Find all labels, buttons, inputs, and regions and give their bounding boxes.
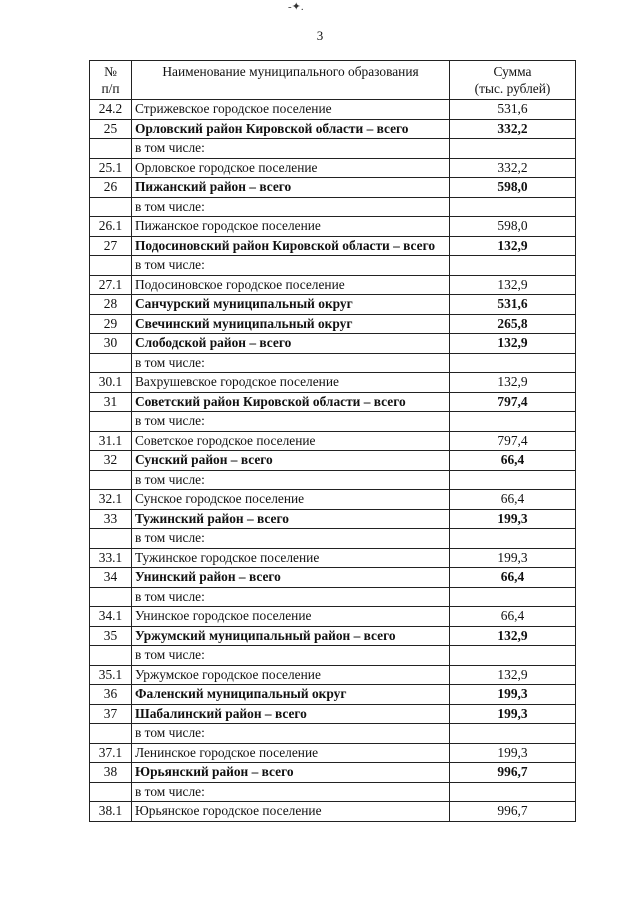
row-name: Орловское городское поселение: [132, 158, 450, 178]
row-sum: 199,3: [450, 743, 576, 763]
row-sum: 199,3: [450, 685, 576, 705]
table-row: [90, 139, 576, 159]
row-sum: 531,6: [450, 100, 576, 120]
row-name: Тужинское городское поселение: [132, 548, 450, 568]
row-name: Уржумское городское поселение: [132, 665, 450, 685]
row-name: в том числе:: [132, 587, 450, 607]
header-sum: Сумма (тыс. рублей): [450, 61, 576, 100]
row-sum: 132,9: [450, 626, 576, 646]
table-row: [90, 587, 576, 607]
row-name: в том числе:: [132, 256, 450, 276]
row-name: Свечинский муниципальный округ: [132, 314, 450, 334]
table-row: [90, 763, 576, 783]
table-row: [90, 373, 576, 393]
row-name: в том числе:: [132, 724, 450, 744]
row-name: Пижанское городское поселение: [132, 217, 450, 237]
table-header-row: [90, 61, 576, 100]
row-sum: [450, 587, 576, 607]
row-number: 31: [90, 392, 132, 412]
row-name: Сунский район – всего: [132, 451, 450, 471]
table-row: [90, 412, 576, 432]
scan-mark: -✦.: [288, 1, 304, 13]
header-name: Наименование муниципального образования: [132, 61, 450, 100]
row-sum: 132,9: [450, 665, 576, 685]
table-row: [90, 217, 576, 237]
table-row: [90, 685, 576, 705]
row-sum: [450, 353, 576, 373]
row-sum: [450, 139, 576, 159]
row-number: [90, 256, 132, 276]
row-sum: 598,0: [450, 217, 576, 237]
table-row: [90, 665, 576, 685]
table-row: [90, 314, 576, 334]
table-row: [90, 470, 576, 490]
table-row: [90, 548, 576, 568]
row-name: в том числе:: [132, 646, 450, 666]
row-sum: 199,3: [450, 704, 576, 724]
table-row: [90, 197, 576, 217]
page-number: 3: [316, 28, 324, 43]
row-name: в том числе:: [132, 412, 450, 432]
row-number: 33.1: [90, 548, 132, 568]
row-sum: [450, 470, 576, 490]
table-row: [90, 509, 576, 529]
row-name: Шабалинский район – всего: [132, 704, 450, 724]
row-number: 30: [90, 334, 132, 354]
row-number: [90, 139, 132, 159]
row-sum: 332,2: [450, 158, 576, 178]
row-number: 27: [90, 236, 132, 256]
table-row: [90, 295, 576, 315]
row-name: Подосиновский район Кировской области – всего: [132, 236, 450, 256]
row-sum: [450, 646, 576, 666]
row-sum: [450, 529, 576, 549]
row-number: [90, 197, 132, 217]
table-row: [90, 529, 576, 549]
row-name: Стрижевское городское поселение: [132, 100, 450, 120]
row-name: в том числе:: [132, 353, 450, 373]
table-row: [90, 451, 576, 471]
table-row: [90, 334, 576, 354]
row-number: 37.1: [90, 743, 132, 763]
row-sum: [450, 724, 576, 744]
row-name: Ленинское городское поселение: [132, 743, 450, 763]
row-name: Слободской район – всего: [132, 334, 450, 354]
row-sum: 66,4: [450, 568, 576, 588]
table-row: [90, 704, 576, 724]
header-number: № п/п: [90, 61, 132, 100]
table-row: [90, 802, 576, 822]
row-name: Тужинский район – всего: [132, 509, 450, 529]
row-sum: [450, 412, 576, 432]
row-sum: [450, 782, 576, 802]
row-sum: 797,4: [450, 392, 576, 412]
table-row: [90, 275, 576, 295]
row-number: 36: [90, 685, 132, 705]
row-sum: 797,4: [450, 431, 576, 451]
allocation-table: [89, 60, 576, 822]
table-row: [90, 490, 576, 510]
table-row: [90, 392, 576, 412]
row-sum: 996,7: [450, 802, 576, 822]
table-row: [90, 353, 576, 373]
row-name: Юрьянский район – всего: [132, 763, 450, 783]
row-number: 27.1: [90, 275, 132, 295]
row-number: 26.1: [90, 217, 132, 237]
table-row: [90, 178, 576, 198]
row-name: в том числе:: [132, 139, 450, 159]
row-number: 24.2: [90, 100, 132, 120]
row-name: Вахрушевское городское поселение: [132, 373, 450, 393]
table-row: [90, 158, 576, 178]
row-number: 26: [90, 178, 132, 198]
row-sum: 199,3: [450, 548, 576, 568]
row-number: 34: [90, 568, 132, 588]
row-name: Фаленский муниципальный округ: [132, 685, 450, 705]
row-sum: 66,4: [450, 607, 576, 627]
row-name: в том числе:: [132, 197, 450, 217]
row-sum: 132,9: [450, 334, 576, 354]
row-sum: 66,4: [450, 490, 576, 510]
row-number: 35: [90, 626, 132, 646]
row-name: в том числе:: [132, 470, 450, 490]
row-number: [90, 529, 132, 549]
row-number: [90, 724, 132, 744]
row-number: 38.1: [90, 802, 132, 822]
table-row: [90, 626, 576, 646]
row-number: 30.1: [90, 373, 132, 393]
row-sum: 66,4: [450, 451, 576, 471]
row-sum: [450, 197, 576, 217]
row-name: Санчурский муниципальный округ: [132, 295, 450, 315]
row-sum: 199,3: [450, 509, 576, 529]
row-number: 32.1: [90, 490, 132, 510]
row-name: Советское городское поселение: [132, 431, 450, 451]
table-row: [90, 119, 576, 139]
row-number: [90, 587, 132, 607]
row-number: 25: [90, 119, 132, 139]
row-name: Юрьянское городское поселение: [132, 802, 450, 822]
table-row: [90, 724, 576, 744]
row-name: Уржумский муниципальный район – всего: [132, 626, 450, 646]
row-number: 34.1: [90, 607, 132, 627]
row-number: 28: [90, 295, 132, 315]
row-number: 33: [90, 509, 132, 529]
row-sum: 132,9: [450, 236, 576, 256]
row-sum: 132,9: [450, 275, 576, 295]
table-row: [90, 782, 576, 802]
row-name: Унинское городское поселение: [132, 607, 450, 627]
table-row: [90, 100, 576, 120]
row-number: [90, 470, 132, 490]
row-number: 35.1: [90, 665, 132, 685]
row-sum: 265,8: [450, 314, 576, 334]
row-number: [90, 782, 132, 802]
row-name: Унинский район – всего: [132, 568, 450, 588]
row-number: [90, 646, 132, 666]
row-sum: [450, 256, 576, 276]
table-row: [90, 236, 576, 256]
row-number: [90, 353, 132, 373]
row-number: 29: [90, 314, 132, 334]
row-name: Сунское городское поселение: [132, 490, 450, 510]
table-row: [90, 256, 576, 276]
row-number: [90, 412, 132, 432]
row-sum: 132,9: [450, 373, 576, 393]
row-sum: 332,2: [450, 119, 576, 139]
table-row: [90, 568, 576, 588]
row-number: 31.1: [90, 431, 132, 451]
row-number: 25.1: [90, 158, 132, 178]
row-name: в том числе:: [132, 782, 450, 802]
table-row: [90, 607, 576, 627]
row-name: Орловский район Кировской области – всего: [132, 119, 450, 139]
row-sum: 531,6: [450, 295, 576, 315]
row-name: Советский район Кировской области – всего: [132, 392, 450, 412]
row-number: 32: [90, 451, 132, 471]
row-name: Пижанский район – всего: [132, 178, 450, 198]
table-row: [90, 646, 576, 666]
row-name: Подосиновское городское поселение: [132, 275, 450, 295]
row-sum: 598,0: [450, 178, 576, 198]
table-row: [90, 431, 576, 451]
row-sum: 996,7: [450, 763, 576, 783]
row-number: 38: [90, 763, 132, 783]
table-row: [90, 743, 576, 763]
row-name: в том числе:: [132, 529, 450, 549]
row-number: 37: [90, 704, 132, 724]
